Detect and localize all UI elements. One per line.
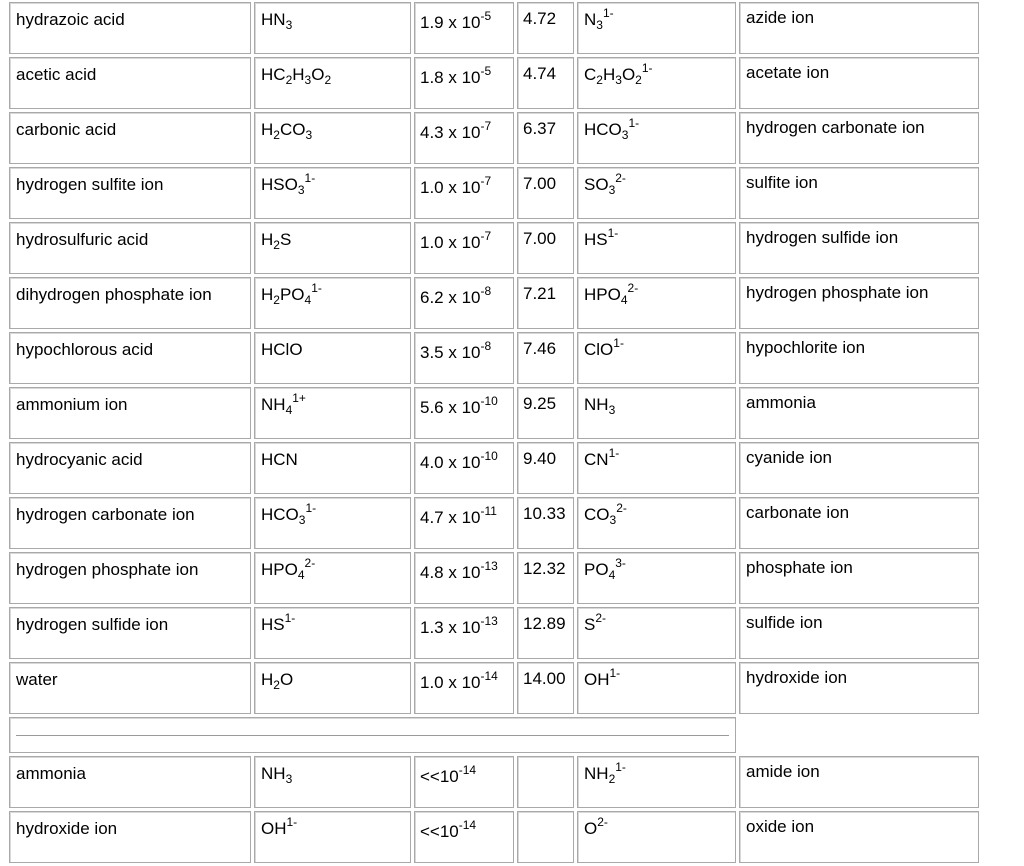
- pka-value-cell: 9.40: [517, 442, 574, 494]
- conjugate-base-formula-cell: $SO_3^{2-}$: [577, 167, 736, 219]
- pka-value-cell: [517, 756, 574, 808]
- separator-row: [9, 717, 979, 753]
- acid-name-cell: carbonic acid: [9, 112, 251, 164]
- table-row: [9, 442, 979, 494]
- conjugate-base-formula-cell: $C_2H_3O_2^{1-}$: [577, 57, 736, 109]
- conjugate-base-formula-cell: $HS^{1-}$: [577, 222, 736, 274]
- acid-formula-cell: $HS^{1-}$: [254, 607, 411, 659]
- separator-rule: [16, 735, 729, 736]
- acid-name-cell: ammonium ion: [9, 387, 251, 439]
- table-row: [9, 222, 979, 274]
- acid-name-cell: hydrocyanic acid: [9, 442, 251, 494]
- conjugate-base-formula-cell: $CO_3^{2-}$: [577, 497, 736, 549]
- acid-formula-cell: $OH^{1-}$: [254, 811, 411, 863]
- ka-value-cell: $<<10^{-14}$: [414, 811, 514, 863]
- ka-value-cell: 5.6 x $10^{-10}$: [414, 387, 514, 439]
- conjugate-base-name-cell: cyanide ion: [739, 442, 979, 494]
- separator-cell: [9, 717, 736, 753]
- conjugate-base-name-cell: hydrogen carbonate ion: [739, 112, 979, 164]
- acid-formula-cell: $NH_4^{1+}$: [254, 387, 411, 439]
- table-row-extra: [9, 756, 979, 808]
- acid-name-cell: water: [9, 662, 251, 714]
- pka-value-cell: 7.21: [517, 277, 574, 329]
- conjugate-base-formula-cell: $CN^{1-}$: [577, 442, 736, 494]
- conjugate-base-name-cell: ammonia: [739, 387, 979, 439]
- table-row: [9, 57, 979, 109]
- conjugate-base-name-cell: hydrogen phosphate ion: [739, 277, 979, 329]
- ka-value-cell: 1.0 x $10^{-7}$: [414, 222, 514, 274]
- ka-value-cell: 4.7 x $10^{-11}$: [414, 497, 514, 549]
- separator-section: [9, 717, 979, 753]
- ka-value-cell: $<<10^{-14}$: [414, 756, 514, 808]
- acid-name-cell: dihydrogen phosphate ion: [9, 277, 251, 329]
- ka-value-cell: 4.3 x $10^{-7}$: [414, 112, 514, 164]
- conjugate-base-name-cell: sulfite ion: [739, 167, 979, 219]
- table-row: [9, 167, 979, 219]
- acid-base-table: [6, 0, 982, 866]
- acid-formula-cell: $HCO_3^{1-}$: [254, 497, 411, 549]
- table-body: [9, 2, 979, 714]
- pka-value-cell: 12.89: [517, 607, 574, 659]
- pka-value-cell: [517, 811, 574, 863]
- ka-value-cell: 1.0 x $10^{-7}$: [414, 167, 514, 219]
- pka-value-cell: 7.46: [517, 332, 574, 384]
- acid-name-cell: hydrogen phosphate ion: [9, 552, 251, 604]
- table-row: [9, 662, 979, 714]
- acid-formula-cell: $HN_3$: [254, 2, 411, 54]
- conjugate-base-formula-cell: $HCO_3^{1-}$: [577, 112, 736, 164]
- table-row: [9, 332, 979, 384]
- conjugate-base-formula-cell: $S^{2-}$: [577, 607, 736, 659]
- table-row: [9, 277, 979, 329]
- table-row: [9, 2, 979, 54]
- pka-value-cell: 12.32: [517, 552, 574, 604]
- conjugate-base-name-cell: hydrogen sulfide ion: [739, 222, 979, 274]
- conjugate-base-formula-cell: ClO$^{1-}$: [577, 332, 736, 384]
- conjugate-base-formula-cell: $PO_4^{3-}$: [577, 552, 736, 604]
- ka-value-cell: 6.2 x $10^{-8}$: [414, 277, 514, 329]
- acid-name-cell: hypochlorous acid: [9, 332, 251, 384]
- conjugate-base-name-cell: sulfide ion: [739, 607, 979, 659]
- acid-formula-cell: $NH_3$: [254, 756, 411, 808]
- acid-formula-cell: $H_2CO_3$: [254, 112, 411, 164]
- pka-value-cell: 6.37: [517, 112, 574, 164]
- conjugate-base-formula-cell: $NH_2^{1-}$: [577, 756, 736, 808]
- pka-value-cell: 10.33: [517, 497, 574, 549]
- pka-value-cell: 4.74: [517, 57, 574, 109]
- conjugate-base-name-cell: phosphate ion: [739, 552, 979, 604]
- table-row: [9, 552, 979, 604]
- pka-value-cell: 9.25: [517, 387, 574, 439]
- conjugate-base-formula-cell: $NH_3$: [577, 387, 736, 439]
- acid-name-cell: acetic acid: [9, 57, 251, 109]
- pka-value-cell: 7.00: [517, 222, 574, 274]
- conjugate-base-name-cell: carbonate ion: [739, 497, 979, 549]
- table-body-extra: [9, 756, 979, 863]
- acid-formula-cell: $HC_2H_3O_2$: [254, 57, 411, 109]
- table-row: [9, 112, 979, 164]
- acid-name-cell: hydrogen sulfite ion: [9, 167, 251, 219]
- conjugate-base-formula-cell: $O^{2-}$: [577, 811, 736, 863]
- acid-name-cell: hydroxide ion: [9, 811, 251, 863]
- table-row: [9, 497, 979, 549]
- conjugate-base-formula-cell: $HPO_4^{2-}$: [577, 277, 736, 329]
- acid-name-cell: hydrazoic acid: [9, 2, 251, 54]
- acid-formula-cell: $H_2S$: [254, 222, 411, 274]
- conjugate-base-name-cell: oxide ion: [739, 811, 979, 863]
- ka-value-cell: 1.8 x $10^{-5}$: [414, 57, 514, 109]
- ka-value-cell: 1.0 x $10^{-14}$: [414, 662, 514, 714]
- pka-value-cell: 7.00: [517, 167, 574, 219]
- acid-formula-cell: $H_2PO_4^{1-}$: [254, 277, 411, 329]
- acid-name-cell: hydrogen sulfide ion: [9, 607, 251, 659]
- acid-formula-cell: HCN: [254, 442, 411, 494]
- acid-name-cell: ammonia: [9, 756, 251, 808]
- table-row: [9, 607, 979, 659]
- table-row: [9, 387, 979, 439]
- conjugate-base-name-cell: azide ion: [739, 2, 979, 54]
- ka-value-cell: 3.5 x $10^{-8}$: [414, 332, 514, 384]
- table-row-extra: [9, 811, 979, 863]
- ka-value-cell: 4.8 x $10^{-13}$: [414, 552, 514, 604]
- pka-value-cell: 4.72: [517, 2, 574, 54]
- ka-value-cell: 4.0 x $10^{-10}$: [414, 442, 514, 494]
- conjugate-base-name-cell: acetate ion: [739, 57, 979, 109]
- ka-value-cell: 1.9 x $10^{-5}$: [414, 2, 514, 54]
- acid-name-cell: hydrosulfuric acid: [9, 222, 251, 274]
- acid-formula-cell: HClO: [254, 332, 411, 384]
- acid-name-cell: hydrogen carbonate ion: [9, 497, 251, 549]
- acid-formula-cell: $HPO_4^{2-}$: [254, 552, 411, 604]
- pka-value-cell: 14.00: [517, 662, 574, 714]
- conjugate-base-name-cell: amide ion: [739, 756, 979, 808]
- conjugate-base-name-cell: hydroxide ion: [739, 662, 979, 714]
- conjugate-base-name-cell: hypochlorite ion: [739, 332, 979, 384]
- acid-formula-cell: $H_2O$: [254, 662, 411, 714]
- conjugate-base-formula-cell: $OH^{1-}$: [577, 662, 736, 714]
- ka-value-cell: 1.3 x $10^{-13}$: [414, 607, 514, 659]
- conjugate-base-formula-cell: $N_3^{1-}$: [577, 2, 736, 54]
- acid-formula-cell: $HSO_3^{1-}$: [254, 167, 411, 219]
